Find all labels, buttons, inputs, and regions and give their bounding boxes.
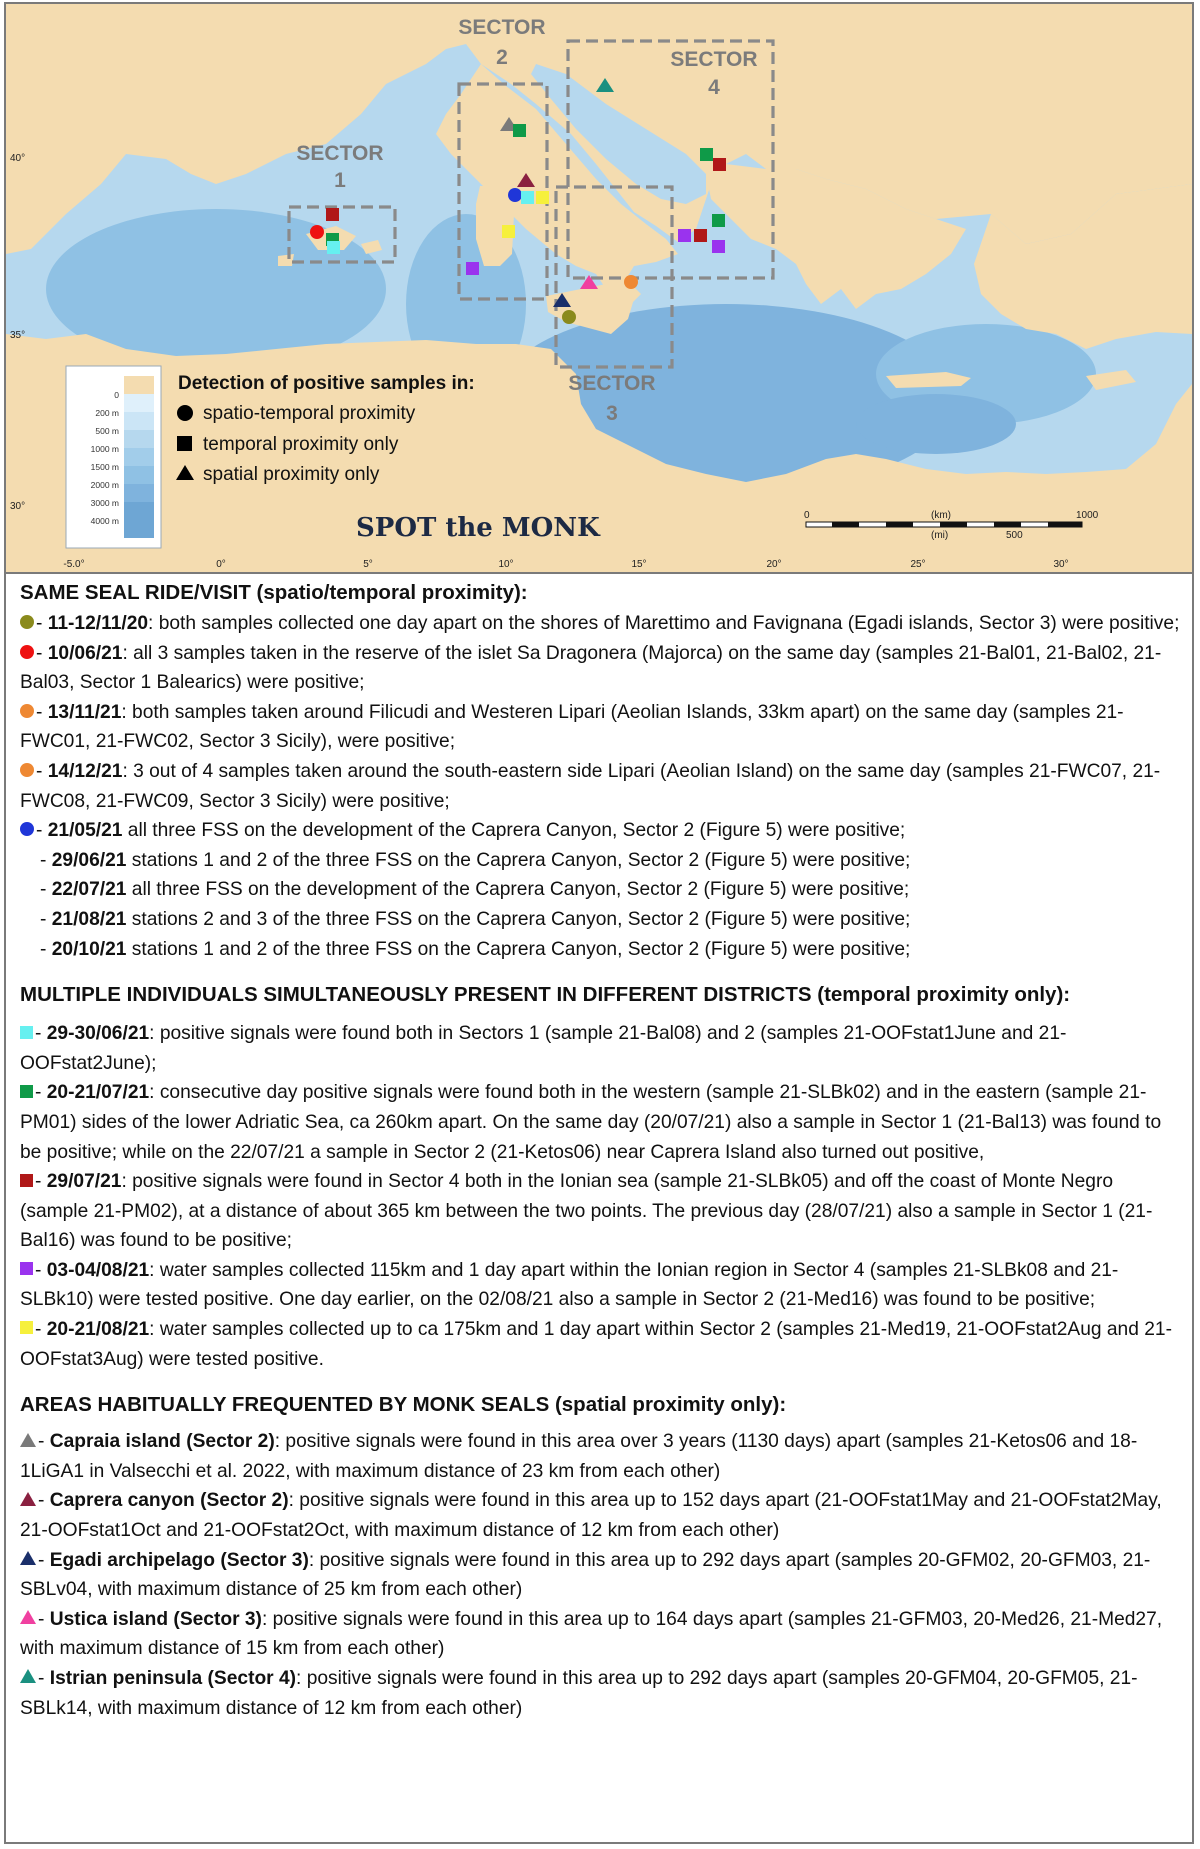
- entry-text: all three FSS on the development of the Caprera Canyon, Sector 2 (Figure 5) were positive;: [122, 820, 906, 842]
- caprera-subentry: - 20/10/21 stations 1 and 2 of the three FSS on the Caprera Canyon, Sector 2 (Figure 5) were positive;: [40, 938, 911, 960]
- scale-unit-top: (km): [931, 510, 951, 521]
- marker-red-circle: [310, 225, 324, 239]
- scale-start: 0: [804, 510, 810, 521]
- entry-text: : both samples taken around Filicudi and Westeren Lipari (Aeolian Islands, 33km apart) on the same day (samples 21-FWC01, 21-FWC02, Sector 3 Sicily), were positive;: [20, 701, 1124, 753]
- legend-entry: - 13/11/21: both samples taken around Filicudi and Westeren Lipari (Aeolian Islands, 33km apart) on the same day (samples 21-FWC01, 21-FWC02, Sector 3 Sicily), were positive;: [20, 701, 1124, 753]
- entry-text: stations 1 and 2 of the three FSS on the Caprera Canyon, Sector 2 (Figure 5) were positive;: [126, 849, 911, 871]
- same-seal-entries: [20, 609, 1186, 846]
- entry-text: : both samples collected one day apart on the shores of Marettimo and Favignana (Egadi islands, Sector 3) were positive;: [148, 613, 1180, 634]
- entry-text: : water samples collected up to ca 175km and 1 day apart within Sector 2 (samples 21-Med19, 21-OOFstat2Aug and 21-OOFstat3Aug) were tested positive.: [20, 1319, 1172, 1370]
- mediterranean-map: [6, 4, 1192, 574]
- entry-date: 20-21/08/21: [46, 1319, 150, 1341]
- sector-3-label-line2: 3: [606, 402, 618, 425]
- depth-2000: 2000 m: [90, 480, 119, 490]
- description-text: [20, 578, 1186, 1723]
- blue-circle-icon: [20, 822, 34, 836]
- marker-olive-circle: [562, 310, 576, 324]
- entry-text: : positive signals were found in this area up to 292 days apart (samples 20-GFM02, 20-GFM03, 21-SBLv04, with maximum distance of 25 km from each other): [20, 1549, 1151, 1601]
- entry-text: : positive signals were found in Sector 4 both in the Ionian sea (sample 21-SLBk05) and off the coast of Monte Negro (sample 21-PM02), at a distance of about 365 km between the two points. The previous day (28/07/21) also a sample in Sector 1 (21-Bal16) was found to be positive;: [20, 1171, 1153, 1252]
- legend-entry: - 29-30/06/21: positive signals were found both in Sectors 1 (sample 21-Bal08) and 2 (samples 21-OOFstat1June and 21-OOFstat2June);: [20, 1023, 1067, 1074]
- marker-green-square-s4a: [700, 148, 713, 161]
- caprera-subentry: - 22/07/21 all three FSS on the development of the Caprera Canyon, Sector 2 (Figure 5) were positive;: [40, 879, 910, 901]
- legend-title: Detection of positive samples in:: [178, 373, 475, 394]
- entry-text: : positive signals were found in this area up to 164 days apart (samples 21-GFM03, 20-Med26, 21-Med27, with maximum distance of 15 km from each other): [20, 1608, 1163, 1660]
- depth-200: 200 m: [95, 408, 119, 418]
- section-title-habitual-areas: AREAS HABITUALLY FREQUENTED BY MONK SEALS (spatial proximity only):: [20, 1393, 787, 1417]
- scale-unit-bottom: (mi): [931, 530, 949, 541]
- caprera-subentry: - 29/06/21 stations 1 and 2 of the three FSS on the Caprera Canyon, Sector 2 (Figure 5) were positive;: [40, 849, 911, 871]
- marker-yellow-square-2: [502, 225, 515, 238]
- depth-1500: 1500 m: [90, 462, 119, 472]
- legend-entry: - 29/07/21: positive signals were found in Sector 4 both in the Ionian sea (sample 21-SLBk05) and off the coast of Monte Negro (sample 21-PM02), at a distance of about 365 km between the two points. The previous day (28/07/21) also a sample in Sector 1 (21-Bal16) was found to be positive;: [20, 1171, 1153, 1252]
- section-title-multiple-individuals: MULTIPLE INDIVIDUALS SIMULTANEOUSLY PRESENT IN DIFFERENT DISTRICTS (temporal proximity only):: [20, 983, 1071, 1007]
- legend-square-icon: [177, 436, 192, 451]
- lon-tick-15: 15°: [631, 559, 647, 570]
- legend-entry: - 11-12/11/20: both samples collected one day apart on the shores of Marettimo and Favignana (Egadi islands, Sector 3) were positive;: [20, 609, 1186, 639]
- depth-1000: 1000 m: [90, 444, 119, 454]
- sector-2-label-line1: SECTOR: [458, 16, 546, 39]
- orange-circle-icon: [20, 704, 34, 718]
- legend-triangle-label: spatial proximity only: [203, 464, 380, 485]
- entry-text: : consecutive day positive signals were found both in the western (sample 21-SLBk02) and in the eastern (sample 21-PM01) sides of the lower Adriatic Sea, ca 260km apart. On the same day (20/07/21) also a sample in Sector 1 (21-Bal13) was found to be positive; while on the 22/07/21 a sample in Sector 2 (21-Ketos06) near Caprera Island also turned out positive,: [20, 1082, 1162, 1163]
- lat-tick-35: 35°: [10, 330, 26, 341]
- levant-deep-2: [856, 394, 1016, 454]
- green-square-icon: [20, 1085, 33, 1098]
- entry-text: all three FSS on the development of the Caprera Canyon, Sector 2 (Figure 5) were positive;: [126, 879, 910, 901]
- maroon-triangle-icon: [20, 1492, 36, 1506]
- marker-cyan-square-s2: [521, 191, 534, 204]
- entry-text: : water samples collected 115km and 1 day apart within the Ionian region in Sector 4 (samples 21-SLBk08 and 21-SLBk10) were tested positive. One day earlier, on the 02/08/21 also a sample in Sector 2 (21-Med16) was found to be positive;: [20, 1259, 1119, 1311]
- legend-entry: - 10/06/21: all 3 samples taken in the reserve of the islet Sa Dragonera (Majorca) on the same day (samples 21-Bal01, 21-Bal02, 21-Bal03, Sector 1 Balearics) were positive;: [20, 642, 1162, 694]
- olive-circle-icon: [20, 615, 34, 629]
- section-title-same-seal: SAME SEAL RIDE/VISIT (spatio/temporal proximity):: [20, 581, 528, 604]
- entry-text: : positive signals were found in this area up to 152 days apart (21-OOFstat1May and 21-OOFstat2May, 21-OOFstat1Oct and 21-OOFstat2Oct, with maximum distance of 12 km from each other): [20, 1490, 1162, 1542]
- depth-3000: 3000 m: [90, 498, 119, 508]
- sector-3-label-line1: SECTOR: [568, 372, 656, 395]
- legend-entry: - Capraia island (Sector 2): positive signals were found in this area over 3 years (1130 days) apart (samples 21-Ketos06 and 18-1LiGA1 in Valsecchi et al. 2022, with maximum distance of 23 km from each other): [20, 1431, 1138, 1482]
- entry-date: 13/11/21: [47, 701, 122, 723]
- entry-text: stations 1 and 2 of the three FSS on the Caprera Canyon, Sector 2 (Figure 5) were positive;: [126, 938, 911, 960]
- marker-green-square-s4b: [712, 214, 725, 227]
- lon-tick-10: 10°: [498, 559, 514, 570]
- entry-text: : positive signals were found both in Sectors 1 (sample 21-Bal08) and 2 (samples 21-OOFstat1June and 21-OOFstat2June);: [20, 1023, 1067, 1074]
- teal-triangle-icon: [20, 1669, 36, 1683]
- sector-4-label-line1: SECTOR: [670, 48, 758, 71]
- entry-text: : positive signals were found in this area up to 292 days apart (samples 20-GFM04, 20-GFM05, 21-SBLk14, with maximum distance of 12 km from each other): [20, 1668, 1138, 1719]
- marker-green-square-s2: [513, 124, 526, 137]
- marker-blue-circle: [508, 188, 522, 202]
- marker-purple-square-s4a: [678, 229, 691, 242]
- sector-1-label-line1: SECTOR: [296, 142, 384, 165]
- legend-entry: - Ustica island (Sector 3): positive signals were found in this area up to 164 days apart (samples 21-GFM03, 20-Med26, 21-Med27, with maximum distance of 15 km from each other): [20, 1608, 1163, 1660]
- entry-date: Istrian peninsula (Sector 4): [49, 1668, 297, 1689]
- ibiza: [278, 254, 294, 266]
- entry-date: Ustica island (Sector 3): [49, 1608, 262, 1630]
- lon-tick-5: 5°: [363, 559, 373, 570]
- entry-date: 03-04/08/21: [46, 1259, 150, 1281]
- marker-orange-circle: [624, 275, 638, 289]
- lon-tick-30: 30°: [1053, 559, 1069, 570]
- marker-cyan-square-s1: [327, 241, 340, 254]
- lon-tick-m5: -5.0°: [63, 559, 85, 570]
- entry-date: 20-21/07/21: [46, 1082, 150, 1104]
- entry-date: Egadi archipelago (Sector 3): [49, 1549, 309, 1571]
- sector-2-label-line2: 2: [496, 46, 508, 69]
- entry-text: stations 2 and 3 of the three FSS on the Caprera Canyon, Sector 2 (Figure 5) were positive;: [126, 908, 911, 930]
- marker-yellow-square-1: [536, 191, 549, 204]
- lon-tick-25: 25°: [910, 559, 926, 570]
- depth-4000: 4000 m: [90, 516, 119, 526]
- lon-tick-0: 0°: [216, 559, 226, 570]
- legend-entry: - Istrian peninsula (Sector 4): positive signals were found in this area up to 292 days apart (samples 20-GFM04, 20-GFM05, 21-SBLk14, with maximum distance of 12 km from each other): [20, 1668, 1138, 1719]
- purple-square-icon: [20, 1262, 33, 1275]
- lat-tick-40: 40°: [10, 153, 26, 164]
- entry-date: 29/07/21: [46, 1171, 122, 1193]
- navy-triangle-icon: [20, 1551, 36, 1565]
- entry-text: : 3 out of 4 samples taken around the south-eastern side Lipari (Aeolian Island) on the same day (samples 21-FWC07, 21-FWC08, 21-FWC09, Sector 3 Sicily) were positive;: [20, 760, 1161, 812]
- grey-triangle-icon: [20, 1433, 36, 1447]
- depth-0: 0: [114, 390, 119, 400]
- entry-date: Capraia island (Sector 2): [49, 1431, 275, 1453]
- entry-text: : positive signals were found in this area over 3 years (1130 days) apart (samples 21-Ketos06 and 18-1LiGA1 in Valsecchi et al. 2022, with maximum distance of 23 km from each other): [20, 1431, 1138, 1482]
- entry-date: 11-12/11/20: [47, 613, 149, 634]
- marker-purple-square-s4b: [712, 240, 725, 253]
- scale-end: 1000: [1076, 510, 1099, 521]
- entry-date: 10/06/21: [47, 642, 123, 664]
- entry-date: Caprera canyon (Sector 2): [49, 1490, 289, 1512]
- sector-1-label-line2: 1: [334, 169, 346, 192]
- multiple-individuals-entries: [20, 1019, 1186, 1374]
- legend-entry: - 03-04/08/21: water samples collected 115km and 1 day apart within the Ionian region in Sector 4 (samples 21-SLBk08 and 21-SLBk10) were tested positive. One day earlier, on the 02/08/21 also a sample in Sector 2 (21-Med16) was found to be positive;: [20, 1259, 1119, 1311]
- orange-circle-icon: [20, 763, 34, 777]
- entry-date: 20/10/21: [51, 938, 127, 960]
- yellow-square-icon: [20, 1321, 33, 1334]
- entry-date: 21/05/21: [47, 820, 123, 842]
- entry-date: 14/12/21: [47, 760, 123, 782]
- entry-date: 21/08/21: [51, 908, 127, 930]
- marker-darkred-square-s1: [326, 208, 339, 221]
- entry-date: 22/07/21: [51, 879, 127, 901]
- legend-square-label: temporal proximity only: [203, 434, 399, 455]
- legend-entry: - 20-21/07/21: consecutive day positive signals were found both in the western (sample 21-SLBk02) and in the eastern (sample 21-PM01) sides of the lower Adriatic Sea, ca 260km apart. On the same day (20/07/21) also a sample in Sector 1 (21-Bal13) was found to be positive; while on the 22/07/21 a sample in Sector 2 (21-Ketos06) near Caprera Island also turned out positive,: [20, 1082, 1162, 1163]
- darkred-square-icon: [20, 1174, 33, 1187]
- legend-entry: - 14/12/21: 3 out of 4 samples taken around the south-eastern side Lipari (Aeolian Island) on the same day (samples 21-FWC07, 21-FWC08, 21-FWC09, Sector 3 Sicily) were positive;: [20, 760, 1161, 812]
- lat-tick-30: 30°: [10, 501, 26, 512]
- legend-entry: - 20-21/08/21: water samples collected up to ca 175km and 1 day apart within Sector 2 (samples 21-Med19, 21-OOFstat2Aug and 21-OOFstat3Aug) were tested positive.: [20, 1319, 1172, 1370]
- legend-entry: - Caprera canyon (Sector 2): positive signals were found in this area up to 152 days apart (21-OOFstat1May and 21-OOFstat2May, 21-OOFstat1Oct and 21-OOFstat2Oct, with maximum distance of 12 km from each other): [20, 1490, 1162, 1542]
- legend-circle-icon: [177, 405, 193, 421]
- marker-darkred-square-s4a: [713, 158, 726, 171]
- legend-entry: - 21/05/21 all three FSS on the development of the Caprera Canyon, Sector 2 (Figure 5) were positive;: [20, 816, 1186, 846]
- depth-500: 500 m: [95, 426, 119, 436]
- depth-scale: [66, 366, 161, 548]
- spot-the-monk-logo: SPOT the MONK: [356, 513, 600, 543]
- entry-text: : all 3 samples taken in the reserve of the islet Sa Dragonera (Majorca) on the same day (samples 21-Bal01, 21-Bal02, 21-Bal03, Sector 1 Balearics) were positive;: [20, 642, 1162, 694]
- pink-triangle-icon: [20, 1610, 36, 1624]
- scale-end-bottom: 500: [1006, 530, 1023, 541]
- marker-purple-square-s2: [466, 262, 479, 275]
- habitual-areas-entries: [20, 1427, 1186, 1723]
- legend-entry: - Egadi archipelago (Sector 3): positive signals were found in this area up to 292 days apart (samples 20-GFM02, 20-GFM03, 21-SBLv04, with maximum distance of 25 km from each other): [20, 1549, 1151, 1601]
- lon-tick-20: 20°: [766, 559, 782, 570]
- legend-circle-label: spatio-temporal proximity: [203, 403, 416, 424]
- map-svg: [6, 4, 1192, 572]
- cyan-square-icon: [20, 1026, 33, 1039]
- entry-date: 29/06/21: [51, 849, 127, 871]
- caprera-subentries: [20, 846, 1186, 964]
- figure-frame: [4, 2, 1194, 1844]
- caprera-subentry: - 21/08/21 stations 2 and 3 of the three FSS on the Caprera Canyon, Sector 2 (Figure 5) were positive;: [40, 908, 911, 930]
- sector-4-label-line2: 4: [708, 76, 720, 99]
- marker-darkred-square-s4b: [694, 229, 707, 242]
- entry-date: 29-30/06/21: [46, 1023, 150, 1045]
- red-circle-icon: [20, 645, 34, 659]
